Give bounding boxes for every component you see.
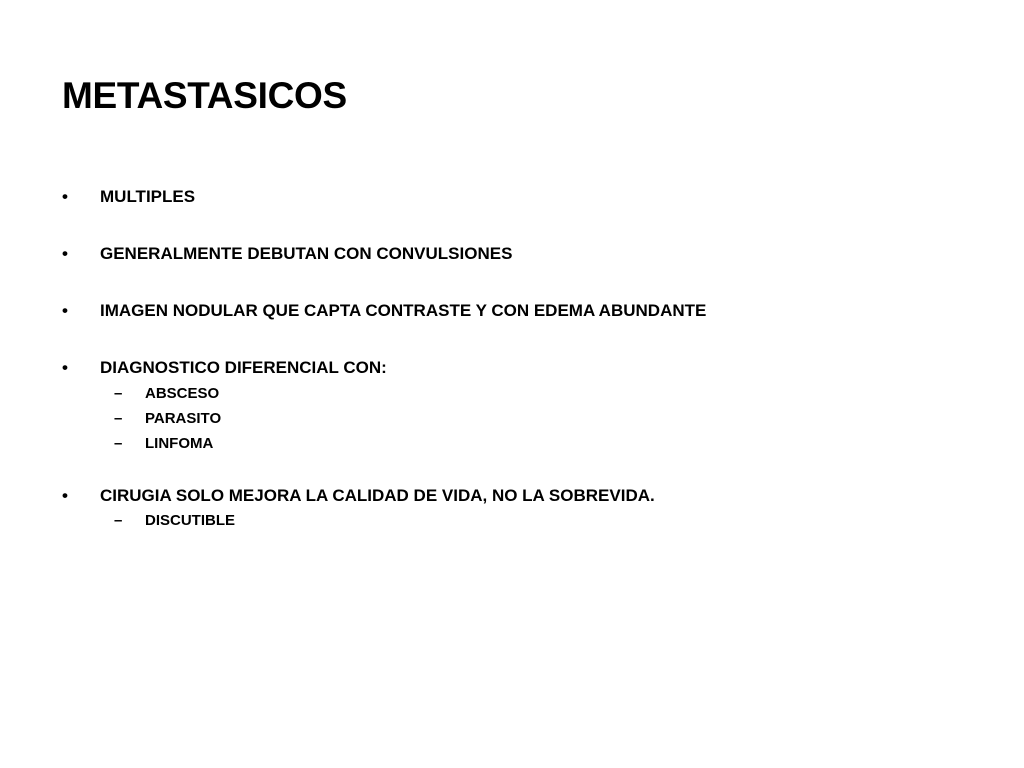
sub-item-text: ABSCESO [145, 385, 220, 402]
dash-marker: – [114, 385, 123, 402]
sub-item-text: DISCUTIBLE [145, 512, 235, 529]
bullet-text: MULTIPLES [100, 187, 196, 206]
bullet-marker: • [62, 187, 68, 206]
bullet-marker: • [62, 486, 68, 505]
bullet-text: IMAGEN NODULAR QUE CAPTA CONTRASTE Y CON EDEMA ABUNDANTE [100, 301, 707, 320]
bullet-marker: • [62, 244, 68, 263]
bullet-text: DIAGNOSTICO DIFERENCIAL CON: [100, 358, 387, 377]
bullet-text: GENERALMENTE DEBUTAN CON CONVULSIONES [100, 244, 513, 263]
dash-marker: – [114, 410, 123, 427]
bullet-marker: • [62, 301, 68, 320]
dash-marker: – [114, 435, 123, 452]
slide-title: METASTASICOS [62, 75, 347, 116]
sub-item-text: PARASITO [145, 410, 222, 427]
sub-item-text: LINFOMA [145, 435, 214, 452]
dash-marker: – [114, 512, 123, 529]
bullet-marker: • [62, 358, 68, 377]
bullet-text: CIRUGIA SOLO MEJORA LA CALIDAD DE VIDA, NO LA SOBREVIDA. [100, 486, 655, 505]
